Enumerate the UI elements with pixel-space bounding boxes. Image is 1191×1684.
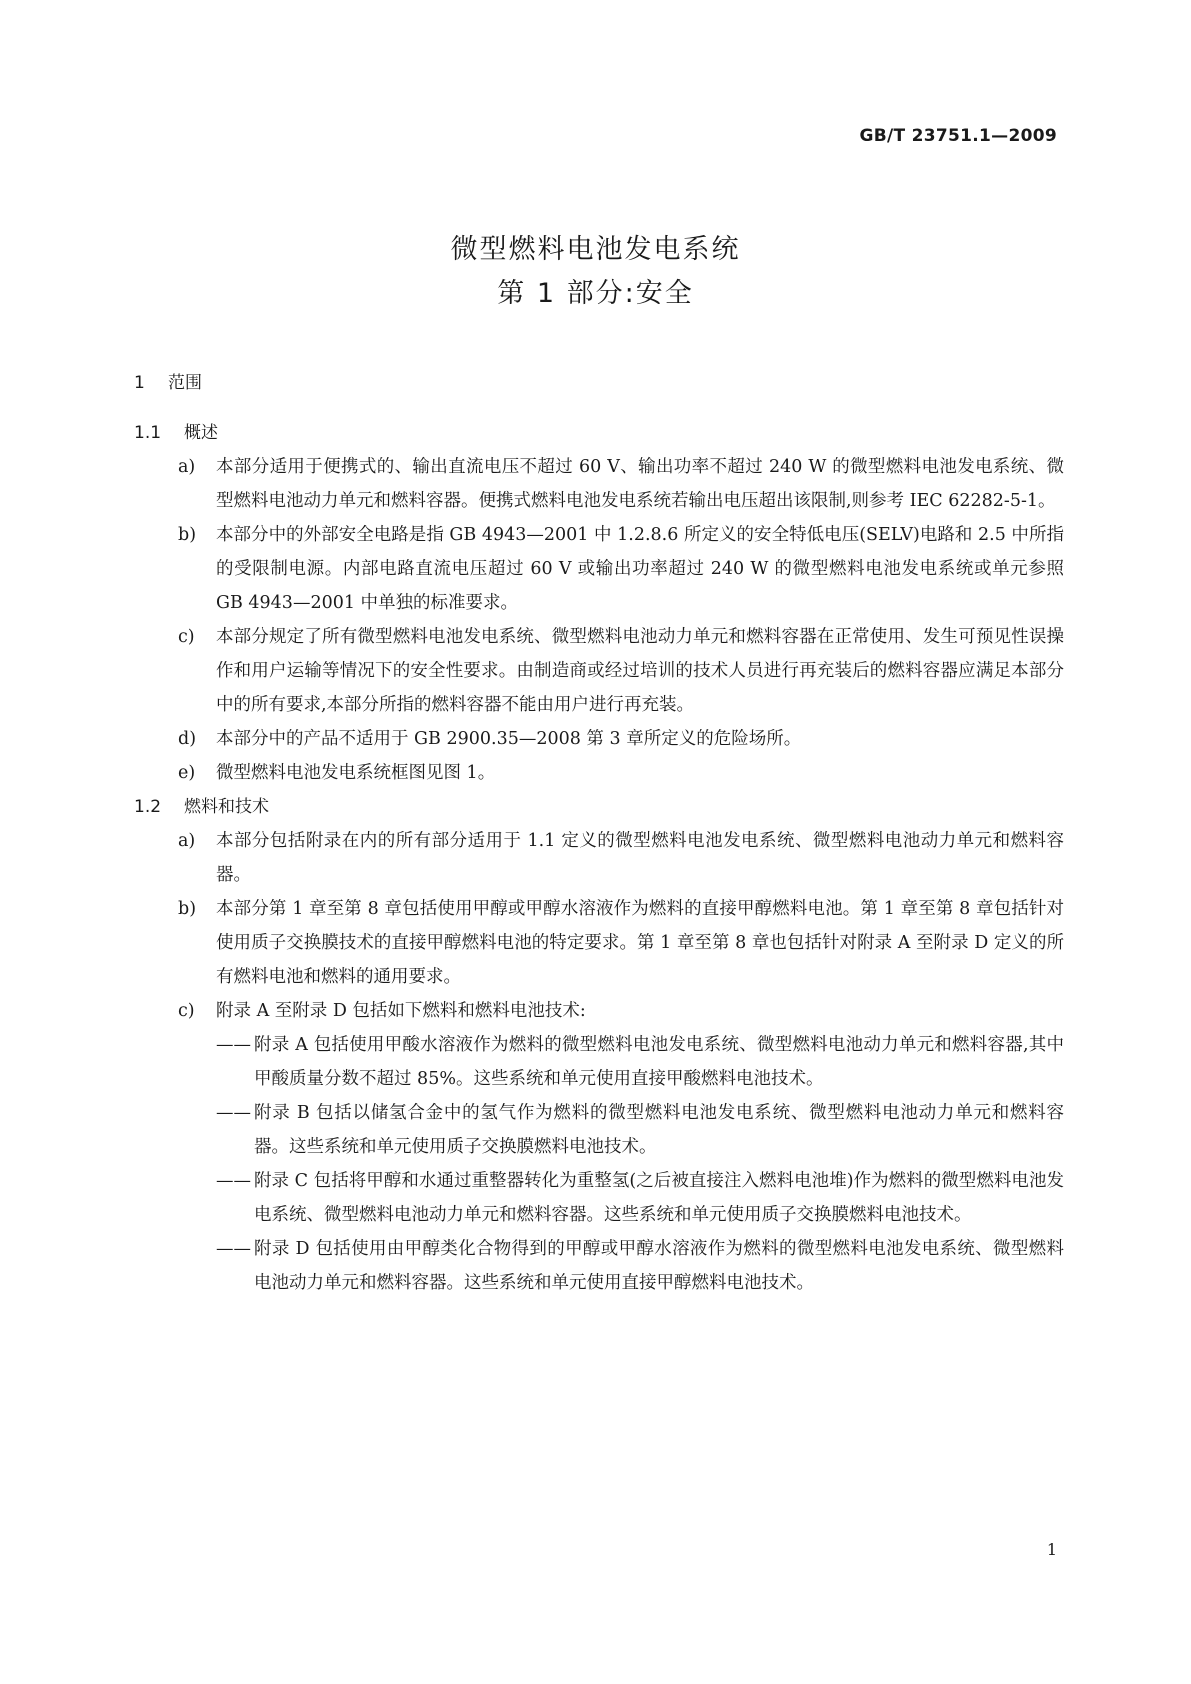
standard-number: GB/T 23751.1—2009 — [859, 126, 1057, 146]
list-item — [134, 518, 1064, 620]
subsection-heading-overview — [134, 416, 1064, 450]
page-number: 1 — [1046, 1540, 1057, 1559]
list-item-text: 本部分适用于便携式的、输出直流电压不超过 60 V、输出功率不超过 240 W 的微型燃料电池发电系统、微型燃料电池动力单元和燃料容器。便携式燃料电池发电系统若输出电压超出该限制,则参考 IEC 62282-5-1。 — [216, 457, 1064, 511]
document-title — [0, 228, 1191, 316]
dash-marker: —— — [216, 1103, 251, 1123]
document-body — [134, 366, 1064, 1300]
subsection-heading-fuels — [134, 790, 1064, 824]
list-marker: d) — [178, 729, 197, 749]
list-item — [134, 722, 1064, 756]
section-heading-scope — [134, 366, 1064, 400]
dash-list-item — [134, 1164, 1064, 1232]
list-item-text: 本部分包括附录在内的所有部分适用于 1.1 定义的微型燃料电池发电系统、微型燃料电池动力单元和燃料容器。 — [216, 831, 1064, 885]
list-item-text: 附录 A 至附录 D 包括如下燃料和燃料电池技术: — [216, 1001, 586, 1021]
list-marker: b) — [178, 525, 197, 545]
list-item — [134, 450, 1064, 518]
list-marker: a) — [178, 457, 196, 477]
dash-item-text: 附录 C 包括将甲醇和水通过重整器转化为重整氢(之后被直接注入燃料电池堆)作为燃料的微型燃料电池发电系统、微型燃料电池动力单元和燃料容器。这些系统和单元使用质子交换膜燃料电池技术。 — [254, 1171, 1064, 1225]
subsection-title: 燃料和技术 — [184, 797, 269, 817]
list-item — [134, 892, 1064, 994]
list-marker: a) — [178, 831, 196, 851]
title-line-2: 第 1 部分:安全 — [497, 278, 694, 309]
list-item-text: 本部分中的产品不适用于 GB 2900.35—2008 第 3 章所定义的危险场所。 — [216, 729, 802, 749]
dash-item-text: 附录 A 包括使用甲酸水溶液作为燃料的微型燃料电池发电系统、微型燃料电池动力单元和燃料容器,其中甲酸质量分数不超过 85%。这些系统和单元使用直接甲酸燃料电池技术。 — [254, 1035, 1064, 1089]
section-number: 1 — [134, 373, 145, 393]
list-item-text: 本部分第 1 章至第 8 章包括使用甲醇或甲醇水溶液作为燃料的直接甲醇燃料电池。第 1 章至第 8 章包括针对使用质子交换膜技术的直接甲醇燃料电池的特定要求。第 1 章至第 8 章也包括针对附录 A 至附录 D 定义的所有燃料电池和燃料的通用要求。 — [216, 899, 1064, 987]
subsection-title: 概述 — [184, 423, 218, 443]
dash-list-item — [134, 1096, 1064, 1164]
list-item — [134, 756, 1064, 790]
subsection-number: 1.2 — [134, 797, 162, 817]
list-item-text: 本部分中的外部安全电路是指 GB 4943—2001 中 1.2.8.6 所定义的安全特低电压(SELV)电路和 2.5 中所指的受限制电源。内部电路直流电压超过 60 V 或输出功率超过 240 W 的微型燃料电池发电系统或单元参照 GB 4943—2001 中单独的标准要求。 — [216, 525, 1064, 613]
dash-list-item — [134, 1028, 1064, 1096]
list-marker: c) — [178, 627, 195, 647]
dash-item-text: 附录 B 包括以储氢合金中的氢气作为燃料的微型燃料电池发电系统、微型燃料电池动力单元和燃料容器。这些系统和单元使用质子交换膜燃料电池技术。 — [254, 1103, 1064, 1157]
dash-marker: —— — [216, 1239, 251, 1259]
subsection-number: 1.1 — [134, 423, 162, 443]
list-item-text: 微型燃料电池发电系统框图见图 1。 — [216, 763, 496, 783]
list-item-text: 本部分规定了所有微型燃料电池发电系统、微型燃料电池动力单元和燃料容器在正常使用、发生可预见性误操作和用户运输等情况下的安全性要求。由制造商或经过培训的技术人员进行再充装后的燃料容器应满足本部分中的所有要求,本部分所指的燃料容器不能由用户进行再充装。 — [216, 627, 1064, 715]
dash-list-item — [134, 1232, 1064, 1300]
dash-marker: —— — [216, 1171, 251, 1191]
list-marker: b) — [178, 899, 197, 919]
title-line-1: 微型燃料电池发电系统 — [450, 234, 741, 265]
dash-item-text: 附录 D 包括使用由甲醇类化合物得到的甲醇或甲醇水溶液作为燃料的微型燃料电池发电系统、微型燃料电池动力单元和燃料容器。这些系统和单元使用直接甲醇燃料电池技术。 — [254, 1239, 1064, 1293]
dash-marker: —— — [216, 1035, 251, 1055]
list-item — [134, 994, 1064, 1028]
list-marker: e) — [178, 763, 196, 783]
list-item — [134, 620, 1064, 722]
list-item — [134, 824, 1064, 892]
list-marker: c) — [178, 1001, 195, 1021]
section-title: 范围 — [168, 373, 202, 393]
